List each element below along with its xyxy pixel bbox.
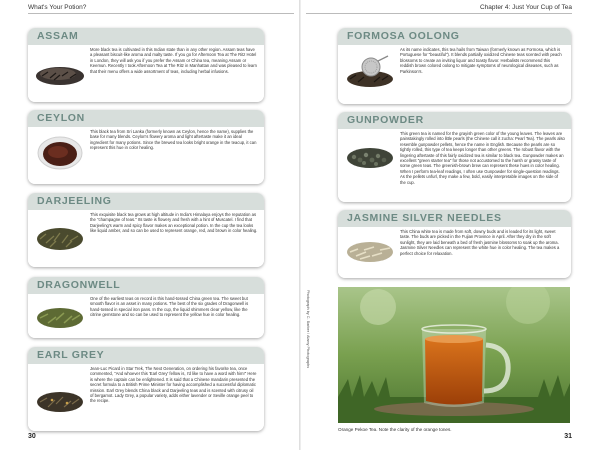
entry-description: This exquisite black tea grows at high altitude in India's Himalaya enjoys the reputation as the "champagne of teas." Its taste is flowery and fresh with a hint of Muscatel. I find that Darjeeling's warm and spicy flavor makes an exceptional potion. In the cup the tea looks like liquid amber, and so can be used to represent orange, red, and brown in color healing. [90,212,258,234]
tea-entry-formosa-oolong [338,28,571,104]
tea-entry-assam [28,28,264,102]
photo-credit: Photograph by C. Barber / Alamy Photographs [306,290,310,369]
entry-description: This green tea is named for the grayish green color of the young leaves. The leaves are painstakingly rolled into little pearls (the Chinese call it zucha: Pearl Tea). The pearls also resemble gunpowder pellets, hence the name in English. Because the pearls are so tightly rolled, this type of tea keeps longer than other greens. The robust flavor with the lingering aftertaste of this fairly oxidized tea is similar to black tea. Gunpowder makes an excellent "green starter tea" for those not accustomed to the harsh or grassy taste of some green teas. The greenish-brown brew can represent these hues in color healing. When I perform tea-leaf readings, I often use Gunpowder for single-question readings. As the pellets unfurl, they make a few, bold, easily interpretable images on the side of the cup. [400,131,565,185]
ceylon-tea-bowl-icon [34,136,86,170]
dragonwell-tea-leaves-icon [34,298,86,332]
earl-grey-tea-leaves-icon [34,382,86,416]
silver-needle-tea-icon [344,232,396,266]
glass-tea-mug-icon [338,287,570,423]
tea-entry-darjeeling [28,193,264,267]
entry-body [28,127,264,184]
entry-title-bar [338,210,571,227]
tea-entry-jasmine-silver-needles [338,210,571,278]
entry-title-bar [28,193,264,210]
darjeeling-tea-leaves-icon [34,219,86,253]
entry-description: One of the earliest teas on record is this hand-tossed China green tea. The sweet but smooth flavor is an asset in many potions. The best of the six grades of Dragonwell is hand-tossed in special iron pans. In the cup, the liquid shimmers clear yellow, like the citrine gemstone and so can be used to represent the yellow hue in color healing. [90,296,249,318]
entry-description: More black tea is cultivated in this Indian state than in any other region. Assam teas have a pleasant biscuit-like aroma and malty taste. If you go for Afternoon Tea at The Ritz Hotel in London, they will ask you if you prefer the Assam or China tea, meaning Assam or Keemun. Recently I took Afternoon Tea at The Ritz in Manhattan and was pleased to learn that their menu offers a wide assortment of teas, including herbal infusions. [90,47,257,74]
entry-body [338,227,571,278]
entry-title: ASSAM [37,30,79,42]
entry-title-bar [28,277,264,294]
loose-black-tea-leaves-icon [34,54,86,88]
entry-body [28,45,264,102]
tea-mug-photo [338,287,570,423]
running-head-left: What's Your Potion? [28,4,87,11]
header-rule [306,13,572,14]
photo-caption: Orange Pekoe Tea. Note the clarity of the orange tones. [338,427,452,432]
entry-body [28,364,264,431]
entry-body [338,45,571,104]
entry-title-bar [338,28,571,45]
header-rule [28,13,294,14]
entry-title-bar [28,28,264,45]
page-number-left: 30 [28,433,36,440]
entry-title: JASMINE SILVER NEEDLES [347,212,502,224]
oolong-infuser-icon [344,54,396,88]
entry-title-bar [338,112,571,129]
entry-title: FORMOSA OOLONG [347,30,460,42]
tea-entry-dragonwell [28,277,264,338]
entry-title: DARJEELING [37,195,112,207]
entry-description: This China white tea is made from soft, downy buds and is leaded for its light, sweet taste. The buds are picked in the Fujian Province in April. After they dry in the soft sunlight, they are laid beneath a bed of fresh jasmine blossoms to soak up the aroma. Jasmine Silver Needles can represent the white hue in color healing. The tea makes a perfect choice for relaxation. [400,229,560,256]
entry-title: GUNPOWDER [347,114,424,126]
entry-title: EARL GREY [37,349,105,361]
entry-body [28,294,264,338]
tea-entry-earl-grey [28,347,264,431]
entry-title-bar [28,347,264,364]
entry-body [338,129,571,202]
entry-description: As its name indicates, this tea hails from Taiwan (formerly known as Formosa, which is Portuguese for "beautiful"). It blends partially oxidized Chinese teas scented with peach blossoms to create an inviting liquor and toasty flavor. Herbalists recommend this reddish brown colored oolong to mitigate symptoms of neurological diseases, such as Parkinson's. [400,47,562,74]
entry-title: CEYLON [37,112,85,124]
entry-description: This black tea from Sri Lanka (formerly known as Ceylon, hence the name), supplies the base for many blends. Ceylon's flowery aroma and light aftertaste make it an ideal ingredient for many potions. Since the brewed tea looks bright orange in the teacup, it can represent this hue in color healing. [90,129,257,151]
running-head-right: Chapter 4: Just Your Cup of Tea [479,4,572,11]
gunpowder-pellets-icon [344,138,396,172]
entry-body [28,210,264,267]
page-number-right: 31 [564,433,572,440]
entry-title: DRAGONWELL [37,279,121,291]
tea-entry-ceylon [28,110,264,184]
tea-entry-gunpowder [338,112,571,202]
entry-description: Jean-Luc Picard in Star Trek, The Next Generation, on ordering his favorite tea, once commented, "And whoever this 'Earl Grey' fellow is, I'd like to have a word with him!" Here is where the captain can be enlightened. It is said that a Chinese mandarin presented the secret formula to a British Prime Minister for having accomplished a successful diplomatic mission. Earl Grey blends China black and Darjeeling teas and is scented with citrusy oil of bergamot. Lady Grey, a popular variety, adds either lavender or Seville orange peel to the recipe. [90,366,257,404]
entry-title-bar [28,110,264,127]
